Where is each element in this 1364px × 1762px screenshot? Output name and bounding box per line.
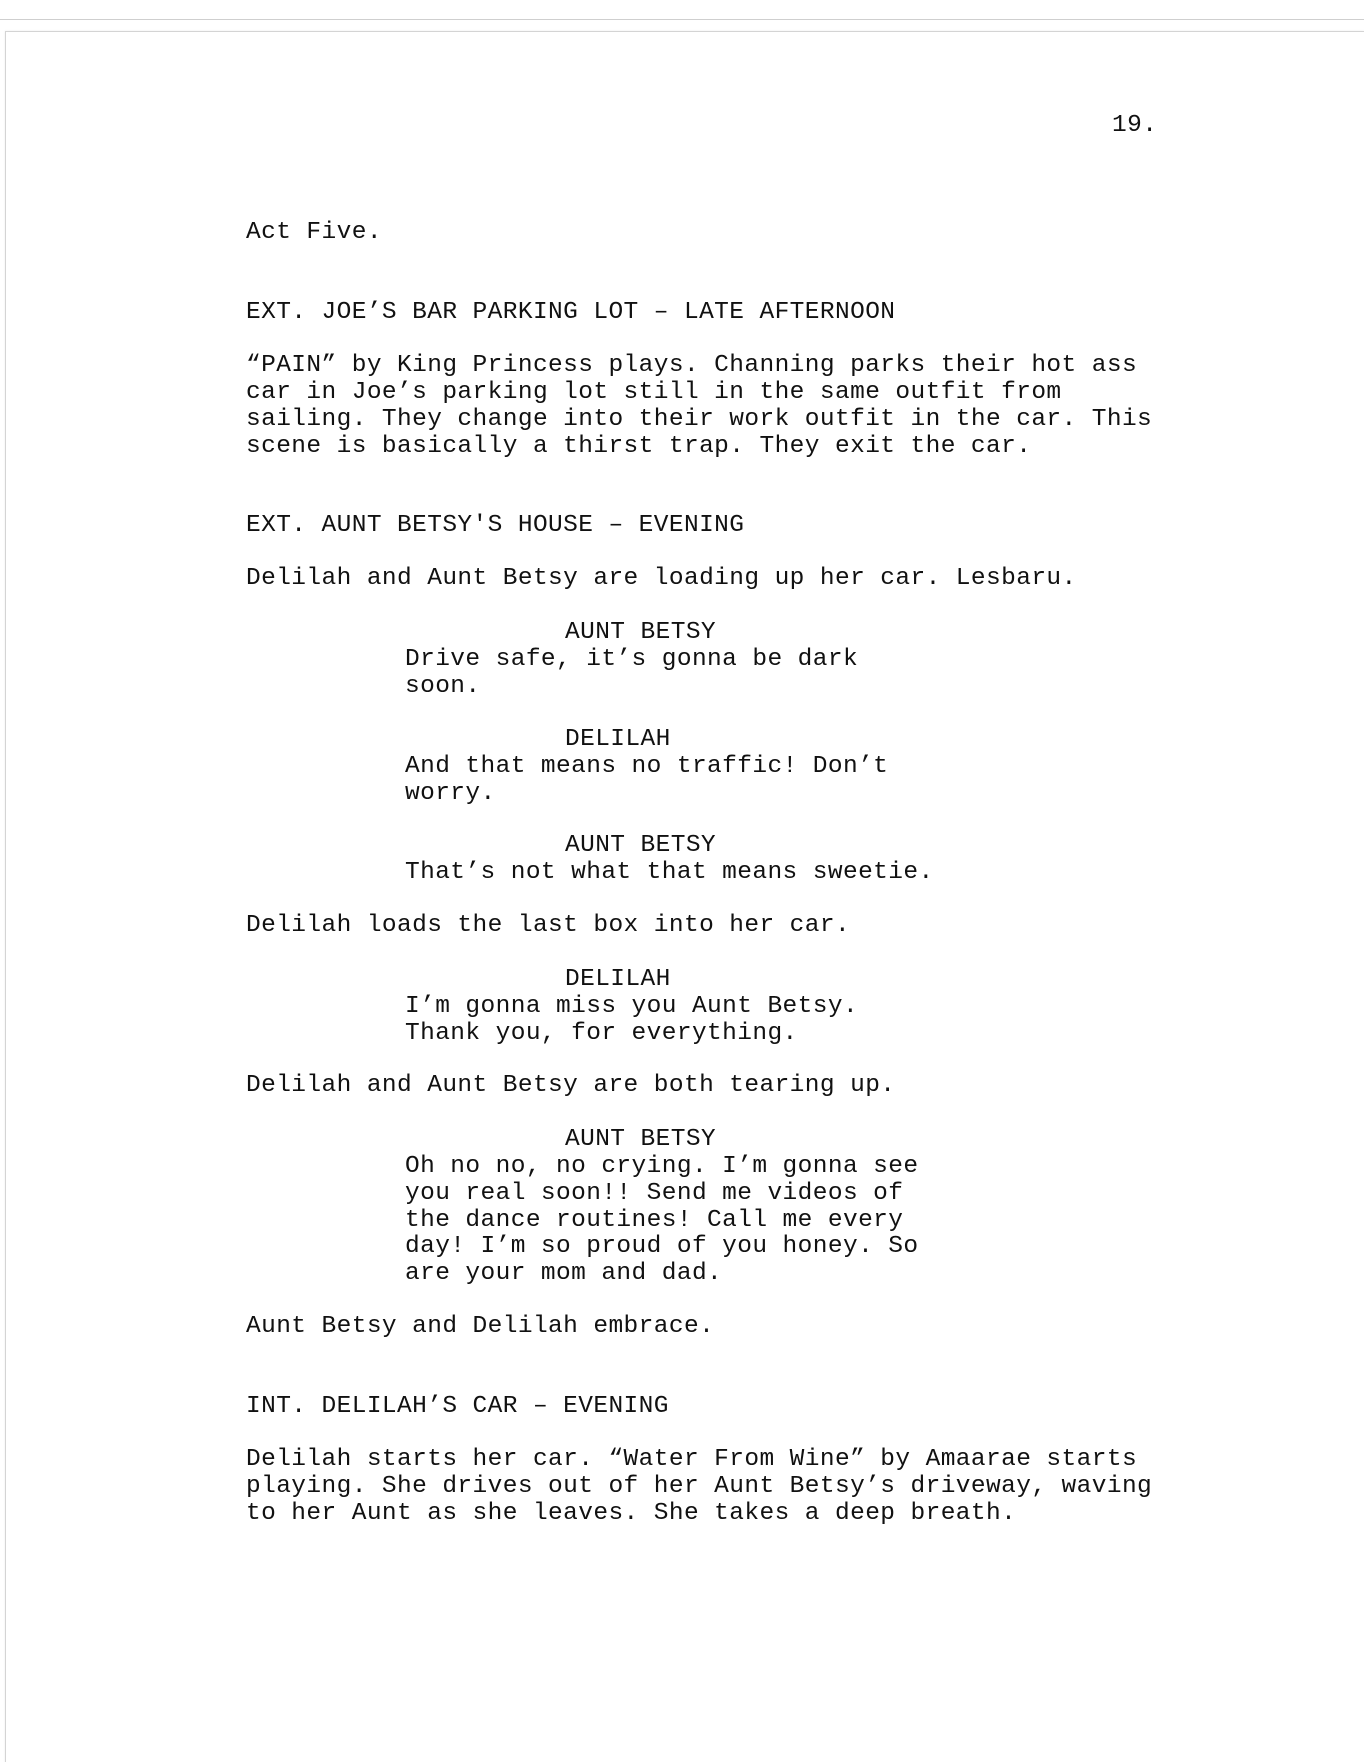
action-line: Aunt Betsy and Delilah embrace. [246,1313,715,1340]
dialogue-line: I’m gonna miss you Aunt Betsy. [405,993,859,1020]
character-name: AUNT BETSY [565,619,717,646]
character-name: AUNT BETSY [565,1126,717,1153]
dialogue-line: worry. [405,780,496,807]
scene-heading-joes-bar: EXT. JOE’S BAR PARKING LOT – LATE AFTERNOON [246,299,896,326]
act-heading: Act Five. [246,219,382,246]
action-line: car in Joe’s parking lot still in the same outfit from [246,379,1062,406]
scene-heading-aunt-betsys-house: EXT. AUNT BETSY'S HOUSE – EVENING [246,512,745,539]
action-line: sailing. They change into their work outfit in the car. This [246,406,1153,433]
scene-heading-delilahs-car: INT. DELILAH’S CAR – EVENING [246,1393,669,1420]
action-line: Delilah loads the last box into her car. [246,912,851,939]
character-name: DELILAH [565,726,671,753]
dialogue-line: day! I’m so proud of you honey. So [405,1233,919,1260]
action-line: Delilah and Aunt Betsy are loading up her car. Lesbaru. [246,565,1077,592]
dialogue-line: you real soon!! Send me videos of [405,1180,904,1207]
action-line: “PAIN” by King Princess plays. Channing parks their hot ass [246,352,1138,379]
action-line: to her Aunt as she leaves. She takes a deep breath. [246,1500,1017,1527]
dialogue-line: Drive safe, it’s gonna be dark [405,646,859,673]
action-line: scene is basically a thirst trap. They exit the car. [246,433,1032,460]
previous-page-edge [0,0,1364,20]
dialogue-line: the dance routines! Call me every [405,1207,904,1234]
action-line: playing. She drives out of her Aunt Betsy’s driveway, waving [246,1473,1153,1500]
dialogue-line: That’s not what that means sweetie. [405,859,934,886]
dialogue-line: And that means no traffic! Don’t [405,753,889,780]
action-line: Delilah starts her car. “Water From Wine” by Amaarae starts [246,1446,1138,1473]
dialogue-line: Thank you, for everything. [405,1020,798,1047]
dialogue-line: soon. [405,673,481,700]
dialogue-line: Oh no no, no crying. I’m gonna see [405,1153,919,1180]
character-name: AUNT BETSY [565,832,717,859]
character-name: DELILAH [565,966,671,993]
page-number: 19. [1112,112,1158,139]
dialogue-line: are your mom and dad. [405,1260,723,1287]
action-line: Delilah and Aunt Betsy are both tearing up. [246,1072,896,1099]
